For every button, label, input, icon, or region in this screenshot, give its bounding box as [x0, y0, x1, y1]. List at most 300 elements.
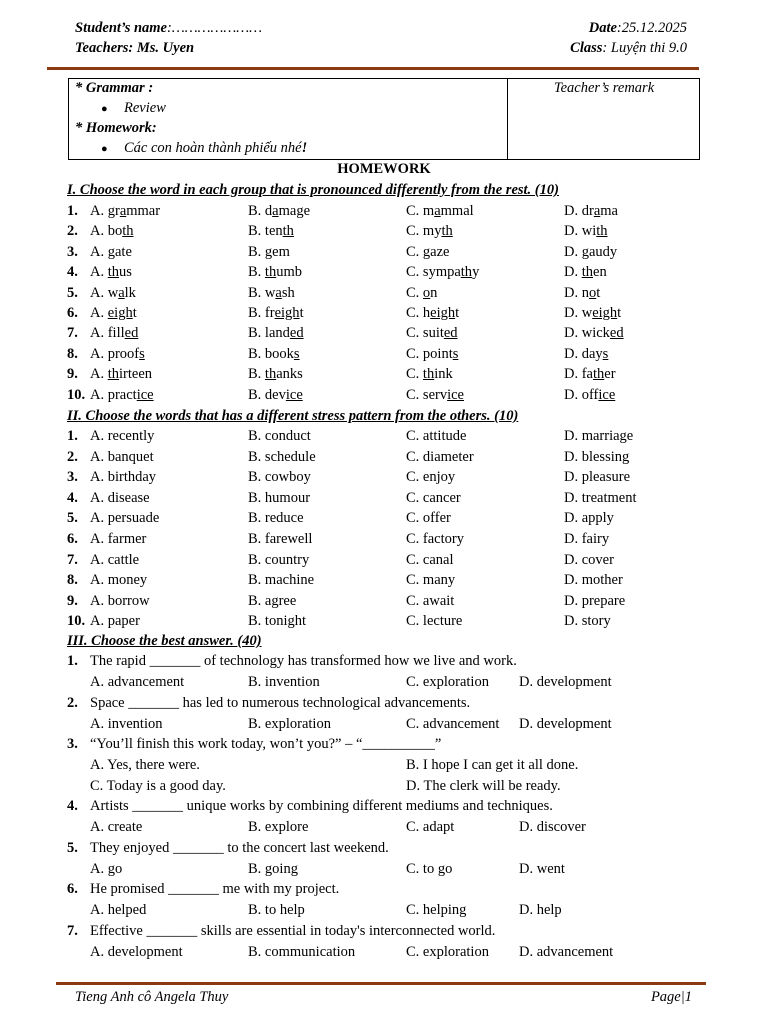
- question-row: [0, 923, 768, 943]
- option-text: D.: [564, 243, 582, 260]
- option: [90, 346, 145, 363]
- option: A. paper: [90, 613, 140, 630]
- option: [564, 346, 608, 363]
- page-number: [651, 989, 692, 1006]
- option-text: ink: [434, 366, 453, 383]
- option: A. borrow: [90, 592, 150, 609]
- option-text: D. day: [564, 345, 603, 362]
- option: [406, 203, 474, 220]
- question-number: 7.: [67, 551, 78, 568]
- option: D. development: [519, 674, 612, 690]
- option: B. cowboy: [248, 469, 311, 486]
- question-number: 3.: [67, 736, 78, 752]
- option-text: A.: [90, 366, 108, 383]
- option-text: ate: [114, 243, 132, 260]
- option: [248, 305, 304, 322]
- option: B. I hope I can get it all done.: [406, 757, 579, 773]
- underlined-sound: th: [122, 223, 134, 240]
- question-number: 4.: [67, 489, 78, 506]
- option: [564, 223, 608, 240]
- question-row: [0, 531, 768, 551]
- option-text: t: [617, 305, 622, 321]
- bullet-icon: ●: [101, 103, 108, 115]
- option: C. enjoy: [406, 469, 456, 486]
- underlined-sound: o: [422, 284, 431, 301]
- option-text: t: [299, 305, 304, 321]
- option-text: D. w: [564, 305, 593, 321]
- option-text: t: [596, 284, 601, 301]
- underlined-sound: ed: [609, 325, 624, 342]
- option: C. lecture: [406, 613, 463, 630]
- homework-label: * Homework:: [75, 120, 157, 136]
- option: [406, 223, 453, 240]
- grammar-item: Review: [124, 100, 166, 116]
- option-text: B. ten: [248, 223, 283, 240]
- option-text: C. my: [406, 223, 442, 240]
- question-row: [0, 387, 768, 407]
- option: [406, 264, 479, 281]
- question-row: [0, 469, 768, 489]
- option: D. The clerk will be ready.: [406, 777, 561, 794]
- option-text: D. wick: [564, 325, 610, 342]
- option: [564, 305, 621, 322]
- question-row: [0, 840, 768, 860]
- question-number: 9.: [67, 592, 78, 609]
- options-row: [0, 902, 768, 922]
- options-row: [0, 716, 768, 736]
- option: [406, 325, 458, 342]
- underlined-sound: th: [282, 223, 294, 240]
- question-row: [0, 510, 768, 530]
- question-row: [0, 244, 768, 264]
- question-number: 1.: [67, 653, 78, 669]
- underlined-sound: ice: [136, 386, 154, 403]
- option: D. treatment: [564, 489, 637, 506]
- options-row: [0, 861, 768, 881]
- footer-left: Tieng Anh cô Angela Thuy: [75, 989, 229, 1005]
- underlined-sound: s: [293, 345, 300, 362]
- option: B. humour: [248, 489, 311, 506]
- underlined-sound: g: [581, 243, 589, 260]
- question-row: [0, 490, 768, 510]
- option: A. persuade: [90, 510, 160, 527]
- option: D. mother: [564, 572, 623, 589]
- question-row: [0, 736, 768, 756]
- student-name-line: [75, 20, 262, 37]
- option: C. diameter: [406, 448, 474, 465]
- question-number: 2.: [67, 448, 78, 465]
- option: [248, 325, 304, 342]
- underlined-sound: eigh: [592, 305, 618, 321]
- grammar-label: * Grammar :: [75, 80, 154, 96]
- option-text: A. fill: [90, 325, 125, 342]
- header-divider: [47, 67, 699, 70]
- option-text: B. d: [248, 203, 273, 219]
- option-text: A. w: [90, 284, 119, 301]
- option-text: D. fa: [564, 366, 593, 383]
- option-text: C. h: [406, 305, 431, 321]
- question-row: [0, 366, 768, 386]
- option: [90, 305, 137, 322]
- option: B. explore: [248, 819, 309, 835]
- question-number: 5.: [67, 510, 78, 527]
- underlined-sound: g: [422, 243, 431, 260]
- option: B. agree: [248, 592, 297, 609]
- underlined-sound: th: [107, 366, 120, 383]
- option-text: umb: [276, 264, 302, 281]
- option: [90, 244, 132, 261]
- option-text: A.: [90, 264, 108, 281]
- question-text: Artists _______ unique works by combining different mediums and techniques.: [90, 798, 553, 814]
- option: C. advancement: [406, 715, 500, 732]
- option: C. helping: [406, 902, 467, 918]
- option: [248, 223, 294, 240]
- option: A. invention: [90, 715, 163, 732]
- option-text: audy: [588, 243, 618, 260]
- question-row: [0, 613, 768, 633]
- question-number: 5.: [67, 839, 78, 856]
- option: B. communication: [248, 943, 356, 960]
- question-row: [0, 552, 768, 572]
- option-text: A. proof: [90, 345, 140, 362]
- underlined-sound: ed: [289, 325, 304, 342]
- underlined-sound: ice: [447, 386, 464, 403]
- option: A. create: [90, 819, 143, 835]
- question-number: 2.: [67, 223, 78, 240]
- question-number: 1.: [67, 203, 78, 219]
- underlined-sound: a: [275, 284, 282, 301]
- option: C. adapt: [406, 819, 455, 835]
- option: D. cover: [564, 551, 614, 568]
- question-number: 6.: [67, 881, 78, 897]
- option: [406, 244, 449, 261]
- option-text: B. book: [248, 345, 294, 362]
- option: [406, 387, 464, 404]
- option-text: sh: [281, 284, 295, 301]
- question-row: [0, 798, 768, 818]
- option: C. to go: [406, 860, 453, 877]
- options-row: [0, 778, 768, 798]
- page-sep: |: [680, 989, 685, 1005]
- underlined-sound: g: [107, 243, 115, 260]
- teacher-remark-label: Teacher’s remark: [553, 80, 655, 96]
- option: B. to help: [248, 902, 305, 918]
- underlined-sound: th: [264, 264, 277, 281]
- option-text: A.: [90, 305, 108, 321]
- option: A. banquet: [90, 448, 154, 465]
- option: A. disease: [90, 489, 150, 506]
- option: [564, 285, 600, 302]
- option-text: B.: [248, 243, 265, 260]
- question-row: [0, 223, 768, 243]
- option: C. many: [406, 572, 456, 589]
- option: C. exploration: [406, 674, 489, 690]
- option-text: D. off: [564, 386, 599, 403]
- student-name-label: Student’s name: [75, 20, 167, 36]
- question-row: [0, 695, 768, 715]
- option: B. machine: [248, 572, 315, 589]
- date-line: [589, 20, 687, 37]
- option-text: A. gr: [90, 203, 120, 219]
- underlined-sound: s: [602, 345, 609, 362]
- option-text: C. sympa: [406, 264, 461, 281]
- class-label: Class: [570, 40, 603, 56]
- option-text: irteen: [119, 366, 153, 383]
- option: [564, 264, 607, 281]
- option: [248, 285, 295, 302]
- option-text: B. land: [248, 325, 290, 342]
- question-number: 3.: [67, 469, 78, 486]
- page-num: 1: [684, 989, 692, 1005]
- date-value: :25.12.2025: [616, 20, 687, 36]
- option: [564, 244, 617, 261]
- options-row: [0, 944, 768, 964]
- option: B. schedule: [248, 448, 316, 465]
- option: [564, 325, 624, 342]
- question-row: [0, 285, 768, 305]
- option-text: C. m: [406, 203, 435, 219]
- question-row: [0, 428, 768, 448]
- underlined-sound: a: [434, 203, 441, 219]
- question-row: [0, 881, 768, 901]
- question-number: 3.: [67, 243, 78, 260]
- option-text: mage: [278, 203, 311, 219]
- option: [406, 366, 453, 383]
- question-number: 8.: [67, 345, 78, 362]
- page-title: HOMEWORK: [337, 161, 431, 177]
- question-number: 5.: [67, 284, 78, 301]
- underlined-sound: eigh: [107, 305, 133, 321]
- option: B. invention: [248, 674, 320, 690]
- question-row: [0, 653, 768, 673]
- option: D. went: [519, 860, 565, 877]
- option: D. pleasure: [564, 469, 631, 486]
- option: D. apply: [564, 510, 614, 527]
- option: [406, 346, 458, 363]
- option-text: D. dr: [564, 203, 594, 219]
- option-text: ma: [600, 203, 618, 219]
- option-text: t: [132, 305, 137, 321]
- option-text: em: [272, 243, 290, 260]
- option-text: A. pract: [90, 386, 137, 403]
- section-3-heading: III. Choose the best answer. (40): [67, 633, 262, 649]
- option: C. await: [406, 592, 455, 609]
- underlined-sound: s: [452, 345, 459, 362]
- option: C. factory: [406, 531, 464, 547]
- underlined-sound: eigh: [274, 305, 300, 321]
- question-number: 4.: [67, 798, 78, 814]
- option: [248, 264, 302, 281]
- option: C. cancer: [406, 489, 461, 506]
- option-text: aze: [430, 243, 450, 260]
- option: D. help: [519, 902, 562, 918]
- option: D. advancement: [519, 943, 614, 960]
- bullet-icon: ●: [101, 143, 108, 155]
- option-text: C. point: [406, 345, 453, 362]
- option: [248, 346, 300, 363]
- option: C. offer: [406, 510, 451, 527]
- underlined-sound: th: [107, 264, 120, 281]
- option-text: er: [604, 366, 616, 383]
- question-number: 9.: [67, 366, 78, 383]
- question-row: [0, 346, 768, 366]
- option-text: mmar: [126, 203, 161, 219]
- question-number: 6.: [67, 305, 78, 321]
- option: D. development: [519, 715, 612, 732]
- question-row: [0, 449, 768, 469]
- option-text: B. fr: [248, 305, 275, 321]
- underlined-sound: ed: [443, 325, 458, 342]
- option-text: lk: [124, 284, 136, 301]
- underlined-sound: a: [593, 203, 601, 219]
- option-text: D.: [564, 264, 582, 281]
- underlined-sound: ed: [124, 325, 139, 342]
- option: [248, 366, 303, 383]
- option: B. farewell: [248, 531, 313, 547]
- option: D. marriage: [564, 428, 634, 444]
- question-row: [0, 572, 768, 592]
- option: A. birthday: [90, 469, 157, 486]
- underlined-sound: ice: [285, 386, 303, 403]
- option: D. prepare: [564, 592, 626, 609]
- underlined-sound: eigh: [430, 305, 456, 321]
- option: C. canal: [406, 551, 454, 568]
- underlined-sound: ice: [598, 386, 616, 403]
- page-label: Page: [650, 989, 681, 1005]
- homework-item: [124, 140, 307, 157]
- underlined-sound: th: [422, 366, 435, 383]
- homework-item-text: Các con hoàn thành phiếu nhé: [124, 140, 302, 156]
- option-text: A. bo: [90, 223, 123, 240]
- option: A. Yes, there were.: [90, 757, 200, 773]
- question-text: The rapid _______ of technology has transformed how we live and work.: [90, 653, 517, 669]
- option-text: C.: [406, 243, 423, 260]
- option: C. Today is a good day.: [90, 777, 226, 794]
- option-text: anks: [276, 366, 303, 383]
- option: A. money: [90, 572, 148, 589]
- option: B. reduce: [248, 510, 304, 527]
- option: B. exploration: [248, 715, 331, 732]
- question-number: 2.: [67, 694, 78, 711]
- underlined-sound: th: [264, 366, 277, 383]
- option-text: y: [472, 264, 480, 281]
- question-number: 8.: [67, 572, 78, 589]
- underlined-sound: a: [119, 203, 127, 219]
- options-row: [0, 674, 768, 694]
- question-text: Space _______ has led to numerous technological advancements.: [90, 694, 471, 711]
- class-line: [570, 40, 687, 57]
- option: [90, 366, 152, 383]
- option: A. advancement: [90, 674, 185, 690]
- option-text: C.: [406, 366, 423, 383]
- teacher-line: [75, 40, 194, 57]
- option-text: B. dev: [248, 386, 286, 403]
- option-text: C. suit: [406, 325, 444, 342]
- option: [564, 203, 618, 220]
- underlined-sound: o: [588, 284, 597, 301]
- option: A. farmer: [90, 531, 147, 547]
- option: [90, 264, 132, 281]
- question-text: They enjoyed _______ to the concert last weekend.: [90, 839, 389, 856]
- option: [248, 387, 303, 404]
- underlined-sound: s: [139, 345, 145, 362]
- option: B. country: [248, 551, 310, 568]
- option: [564, 387, 615, 404]
- underlined-sound: th: [596, 223, 608, 240]
- option: A. development: [90, 943, 183, 960]
- option: [90, 223, 134, 240]
- underlined-sound: g: [264, 243, 273, 260]
- question-row: [0, 593, 768, 613]
- option: [248, 244, 290, 261]
- option-text: n: [430, 284, 438, 301]
- option-text: B.: [248, 264, 265, 281]
- question-row: [0, 325, 768, 345]
- info-left-cell: [69, 79, 508, 159]
- underlined-sound: a: [272, 203, 279, 219]
- option: [406, 285, 437, 302]
- underlined-sound: a: [118, 284, 125, 301]
- question-number: 4.: [67, 264, 78, 281]
- option-text: en: [593, 264, 607, 281]
- question-number: 7.: [67, 325, 78, 342]
- option: [90, 387, 154, 404]
- option: A. recently: [90, 428, 155, 444]
- question-row: [0, 203, 768, 223]
- option-text: B.: [248, 366, 265, 383]
- section-2-heading: II. Choose the words that has a different stress pattern from the others. (10): [67, 408, 519, 424]
- option-text: D. n: [564, 284, 589, 301]
- option: C. attitude: [406, 428, 467, 444]
- underlined-sound: th: [441, 223, 453, 240]
- option: A. go: [90, 860, 123, 877]
- option-text: t: [455, 305, 460, 321]
- options-row: [0, 819, 768, 839]
- question-number: 1.: [67, 428, 78, 444]
- option: [90, 203, 160, 220]
- date-label: Date: [588, 20, 617, 36]
- option: B. going: [248, 860, 298, 877]
- option: [90, 285, 136, 302]
- question-number: 6.: [67, 531, 78, 547]
- option: [90, 325, 138, 342]
- teacher-value: Ms. Uyen: [136, 40, 195, 56]
- question-number: 10.: [67, 613, 86, 630]
- teacher-label: Teachers:: [75, 40, 134, 56]
- question-text: Effective _______ skills are essential in today's interconnected world.: [90, 922, 496, 939]
- option: [564, 366, 616, 383]
- option: B. tonight: [248, 613, 307, 630]
- student-name-value: :…………………: [166, 20, 263, 36]
- info-box: [68, 78, 700, 160]
- option: [406, 305, 459, 322]
- option: D. blessing: [564, 448, 630, 465]
- option-text: A.: [90, 243, 108, 260]
- options-row: [0, 757, 768, 777]
- option: A. cattle: [90, 551, 140, 568]
- option-text: mmal: [440, 203, 474, 219]
- option: [248, 203, 310, 220]
- question-text: He promised _______ me with my project.: [90, 881, 340, 897]
- footer-divider: [56, 982, 706, 985]
- option-text: C. serv: [406, 386, 448, 403]
- option: A. helped: [90, 902, 147, 918]
- option-text: D. wi: [564, 223, 597, 240]
- underlined-sound: th: [460, 264, 473, 281]
- option: C. exploration: [406, 943, 489, 960]
- question-row: [0, 305, 768, 325]
- option: B. conduct: [248, 428, 311, 444]
